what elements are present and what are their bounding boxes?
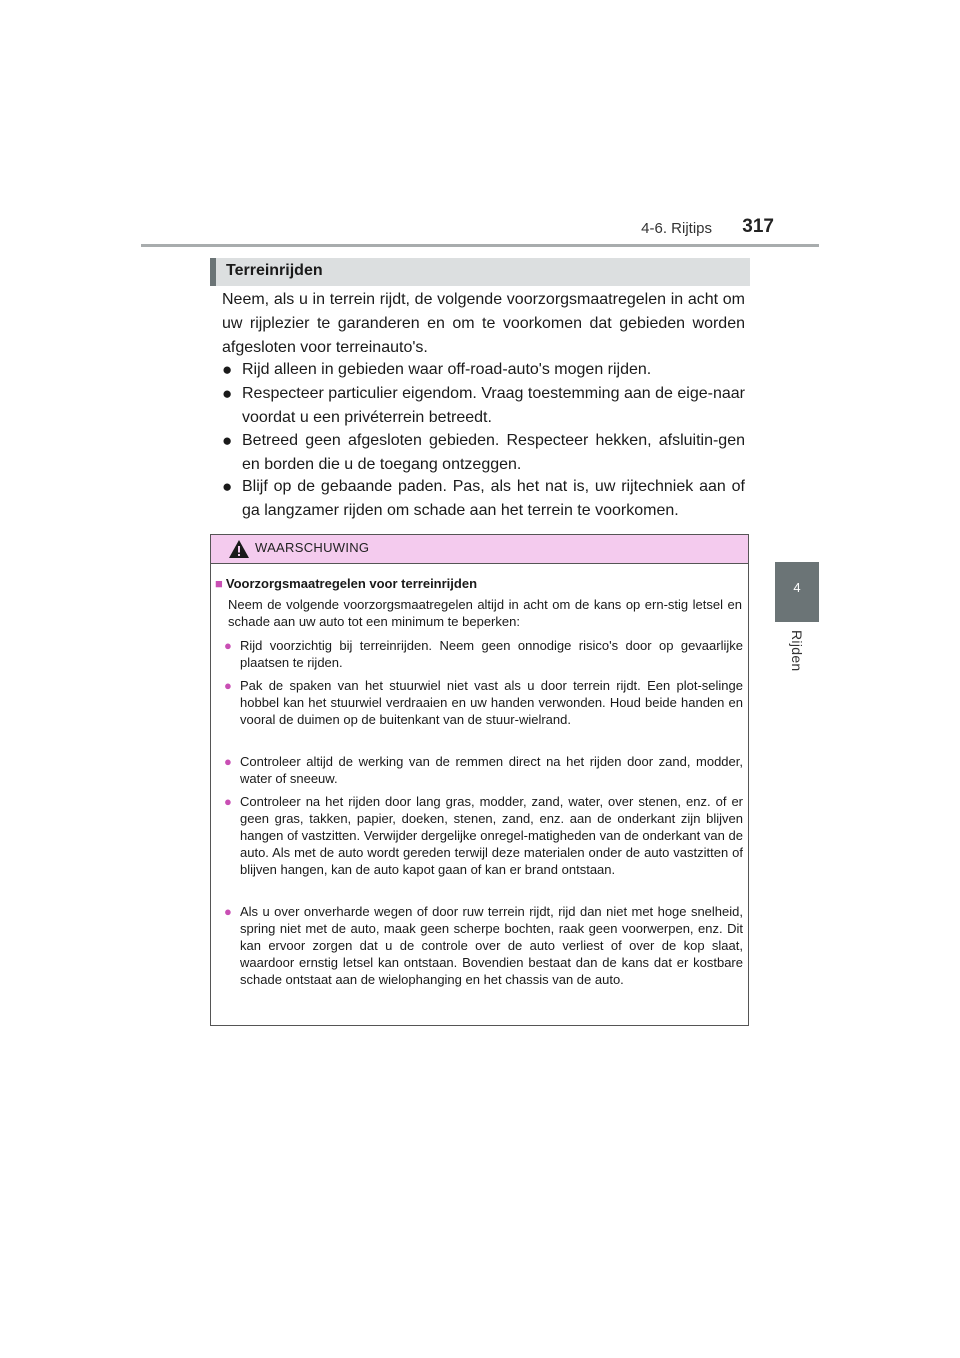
warning-list-item [224,793,743,878]
warning-intro: Neem de volgende voorzorgsmaatregelen altijd in acht om de kans op ern-stig letsel en schade aan uw auto tot een minimum te beperken: [228,597,742,629]
section-intro: Neem, als u in terrein rijdt, de volgende voorzorgsmaatregelen in acht om uw rijplezier te garanderen en om te voorkomen dat gebieden worden afgesloten voor terreinauto's. [222,291,745,356]
warning-list-item-text: Controleer altijd de werking van de remmen direct na het rijden door zand, modder, water of sneeuw. [240,754,743,786]
page-number: 317 [742,216,774,237]
list-item-text: Blijf op de gebaande paden. Pas, als het nat is, uw rijtechniek aan of ga langzamer rijden om schade aan het terrein te voorkomen. [242,478,745,519]
warning-list-item-text: Rijd voorzichtig bij terreinrijden. Neem geen onnodige risico's door op gevaarlijke plaatsen te rijden. [240,638,743,670]
list-item-text: Rijd alleen in gebieden waar off-road-auto's mogen rijden. [242,361,652,378]
bullet-icon: ● [224,904,232,919]
section-heading-bar [210,258,216,286]
list-item [222,358,745,382]
bullet-icon: ● [224,794,232,809]
header-section-title: 4-6. Rijtips [641,220,712,237]
warning-subheading [215,576,477,591]
chapter-label: Rijden [789,630,805,672]
bullet-icon: ● [224,638,232,653]
list-item-text: Respecteer particulier eigendom. Vraag toestemming aan de eige-naar voordat u een privéterrein betreedt. [242,385,745,426]
warning-list-item [224,637,743,671]
list-item [222,429,745,477]
warning-title: WAARSCHUWING [255,540,370,555]
bullet-icon: ● [222,384,233,403]
warning-subheading-text: Voorzorgsmaatregelen voor terreinrijden [225,576,478,591]
section-title: Terreinrijden [226,262,323,279]
bullet-icon: ● [224,754,232,769]
warning-list-item-text: Als u over onverharde wegen of door ruw terrein rijdt, rijd dan niet met hoge snelheid, spring niet met de auto, maak geen scherpe bochten, raak geen voorwerpen, enz. Dit kan ervoor zorgen dat u de controle over de auto verliest of over de kop slaat, waardoor ernstig letsel kan ontstaan. Bovendien bestaat dan de kans dat er kostbare schade ontstaat aan de wielophanging en het chassis van de auto. [240,904,743,987]
bullet-icon: ● [222,360,233,379]
warning-list-item-text: Controleer na het rijden door lang gras, modder, zand, water, over stenen, enz. of er geen gras, takken, papier, doeken, stenen, zand, enz. aan de onderkant zijn blijven hangen of vastzitten. Verwijder dergelijke onregel-matigheden van de onderkant van de auto. Als met de auto wordt gereden terwijl deze materialen onder de auto vastzitten of blijven hangen, kan de auto kapot gaan of kan er brand ontstaan. [240,794,743,877]
warning-list-item-text: Pak de spaken van het stuurwiel niet vast als u door terrein rijdt. Een plot-selinge hobbel kan het stuurwiel verdraaien en uw handen verwonden. Houd beide handen en vooral de duimen op de buitenkant van de stuur-wielrand. [240,678,743,727]
chapter-number: 4 [793,580,801,595]
bullet-icon: ● [222,477,233,496]
warning-list-item [224,903,743,988]
bullet-icon: ● [222,431,233,450]
bullet-icon: ● [224,678,232,693]
warning-box [210,534,749,1026]
warning-header [211,535,748,564]
list-item-text: Betreed geen afgesloten gebieden. Respecteer hekken, afsluitin-gen en borden die u de toegang ontzeggen. [242,432,745,473]
header-rule [141,244,819,247]
list-item [222,475,745,523]
warning-list-item [224,753,743,787]
list-item [222,382,745,430]
warning-triangle-icon [228,539,250,559]
warning-list-item [224,677,743,728]
section-heading [210,258,750,286]
square-bullet-icon: ■ [215,576,223,591]
